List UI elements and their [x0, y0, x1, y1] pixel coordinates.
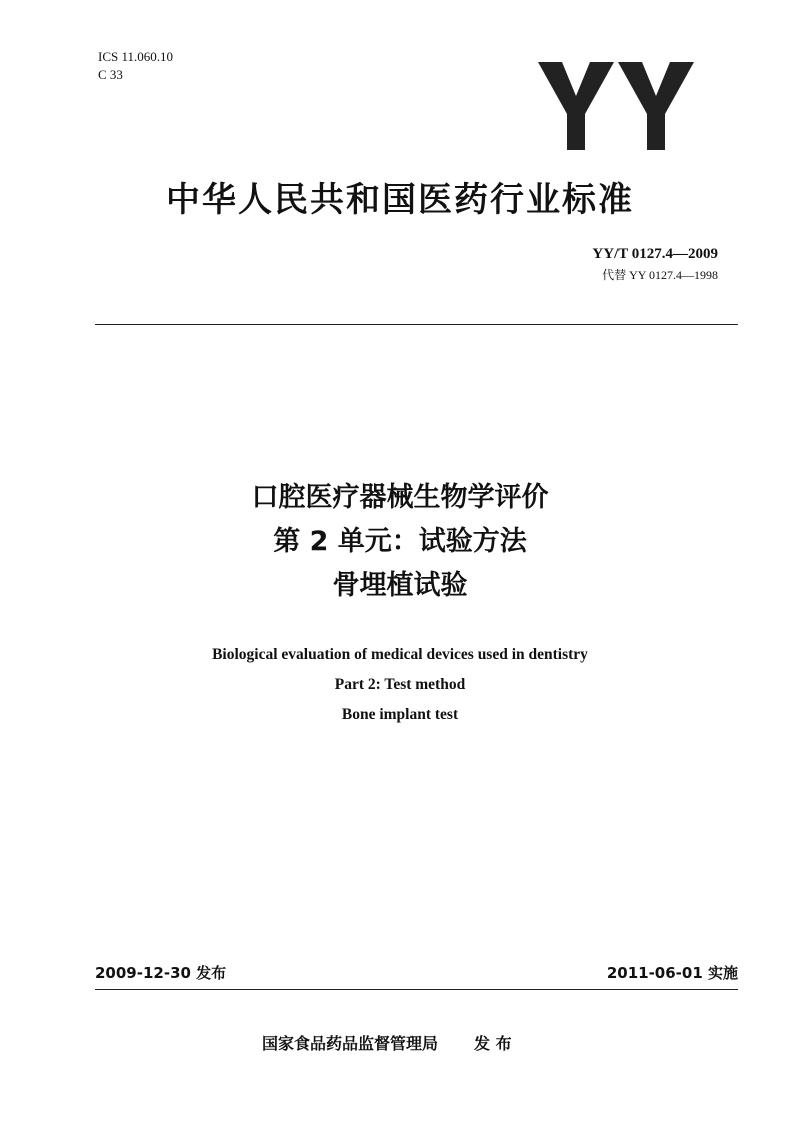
chinese-title-line-2: 第 2 单元：试验方法 [273, 526, 527, 557]
standard-mark-logo [538, 62, 694, 150]
chinese-title-line-3: 骨埋植试验 [332, 570, 468, 601]
english-title-line-2: Part 2: Test method [334, 676, 466, 693]
standard-number: YY/T 0127.4—2009 [592, 246, 718, 262]
issued-label: 发 布 [474, 1034, 512, 1053]
english-title-line-1: Biological evaluation of medical devices used in dentistry [212, 646, 588, 663]
classification-codes [98, 48, 173, 84]
english-title-line-3: Bone implant test [341, 706, 459, 723]
chinese-title [0, 476, 800, 608]
replaces-standard: 代替 YY 0127.4—1998 [602, 268, 718, 282]
english-title [0, 640, 800, 730]
ccs-code: C 33 [98, 67, 123, 82]
ics-code: ICS 11.060.10 [98, 49, 173, 64]
bottom-divider [95, 989, 738, 990]
standard-number-block [592, 244, 718, 284]
chinese-title-line-1: 口腔医疗器械生物学评价 [251, 482, 549, 513]
top-divider [95, 324, 738, 325]
issuing-organization-title: 中华人民共和国医药行业标准 [166, 180, 634, 220]
issuer-block [262, 1031, 512, 1054]
implementation-date: 2011-06-01 实施 [606, 964, 738, 982]
issue-date: 2009-12-30 发布 [95, 964, 227, 982]
issuer-name: 国家食品药品监督管理局 [262, 1034, 439, 1053]
